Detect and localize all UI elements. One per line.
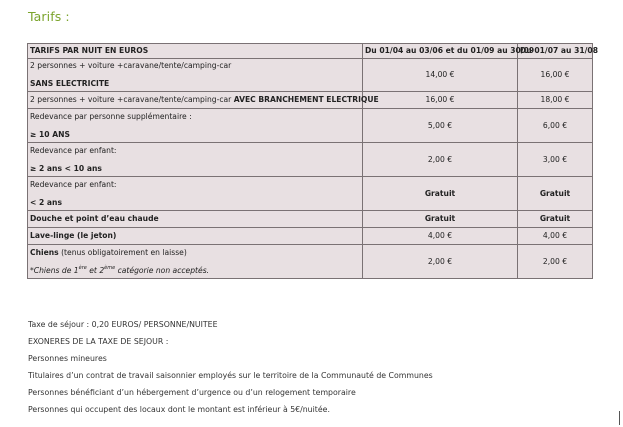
price-high: 2,00 €	[518, 245, 593, 279]
price-high: Gratuit	[518, 211, 593, 228]
row-label	[28, 245, 363, 279]
price-high: 16,00 €	[518, 59, 593, 92]
table-row	[28, 92, 593, 109]
row-label-line2: ≥ 10 ANS	[30, 129, 70, 139]
exemption-item: Personnes bénéficiant d’un hébergement d’urgence ou d’un relogement temporaire	[28, 388, 356, 397]
row-label-line2: < 2 ans	[30, 197, 62, 207]
row-label	[28, 177, 363, 211]
exemption-item: Personnes qui occupent des locaux dont le montant est inférieur à 5€/nuitée.	[28, 405, 330, 414]
tax-notes	[28, 319, 433, 421]
header-tarifs: TARIFS PAR NUIT EN EUROS	[28, 44, 363, 59]
row-label	[28, 59, 363, 92]
row-label-bold: AVEC BRANCHEMENT ELECTRIQUE	[233, 95, 379, 104]
dogs-category-note: *Chiens de 1ère et 2ème catégorie non acceptés.	[30, 264, 210, 275]
exemption-item: Titulaires d’un contrat de travail saisonnier employés sur le territoire de la Communauté de Communes	[28, 371, 433, 380]
row-label	[28, 109, 363, 143]
header-low-season: Du 01/04 au 03/06 et du 01/09 au 30/09	[363, 44, 518, 59]
table-row	[28, 59, 593, 92]
price-low: 4,00 €	[363, 228, 518, 245]
header-high-season: Du 01/07 au 31/08	[518, 44, 593, 59]
price-high: 6,00 €	[518, 109, 593, 143]
tax-rate: Taxe de séjour : 0,20 EUROS/ PERSONNE/NUITEE	[28, 320, 218, 329]
row-label-line1: Redevance par personne supplémentaire :	[30, 111, 192, 121]
table-row	[28, 211, 593, 228]
price-low: Gratuit	[363, 211, 518, 228]
table-row	[28, 143, 593, 177]
row-label-line1: Redevance par enfant:	[30, 145, 117, 155]
row-label: Lave-linge (le jeton)	[28, 228, 363, 245]
tarifs-table	[27, 43, 598, 279]
price-low: Gratuit	[363, 177, 518, 211]
row-label: Douche et point d’eau chaude	[28, 211, 363, 228]
exemption-item: Personnes mineures	[28, 354, 107, 363]
row-label-line1: 2 personnes + voiture +caravane/tente/camping-car	[30, 95, 234, 104]
table-row-dogs	[28, 245, 593, 279]
exemptions-heading: EXONERES DE LA TAXE DE SEJOUR :	[28, 337, 169, 346]
dogs-leash-note: (tenus obligatoirement en laisse)	[58, 247, 187, 257]
price-low: 16,00 €	[363, 92, 518, 109]
table-row	[28, 228, 593, 245]
row-label	[28, 92, 379, 109]
table-row	[28, 177, 593, 211]
row-label-line1: Redevance par enfant:	[30, 179, 117, 189]
price-low: 2,00 €	[363, 245, 518, 279]
row-label-line2: SANS ELECTRICITE	[30, 79, 110, 88]
row-label-line2: ≥ 2 ans < 10 ans	[30, 163, 102, 173]
price-high: 3,00 €	[518, 143, 593, 177]
row-label	[28, 143, 363, 177]
price-high: 4,00 €	[518, 228, 593, 245]
page-title: Tarifs :	[28, 9, 70, 24]
table-header-row	[28, 44, 593, 59]
row-label-line1: 2 personnes + voiture +caravane/tente/camping-car	[30, 61, 232, 70]
price-high: 18,00 €	[518, 92, 593, 109]
table-row	[28, 109, 593, 143]
dogs-label: Chiens	[30, 247, 59, 257]
price-low: 14,00 €	[363, 59, 518, 92]
price-low: 2,00 €	[363, 143, 518, 177]
resize-handle[interactable]	[619, 411, 623, 425]
price-low: 5,00 €	[363, 109, 518, 143]
price-high: Gratuit	[518, 177, 593, 211]
